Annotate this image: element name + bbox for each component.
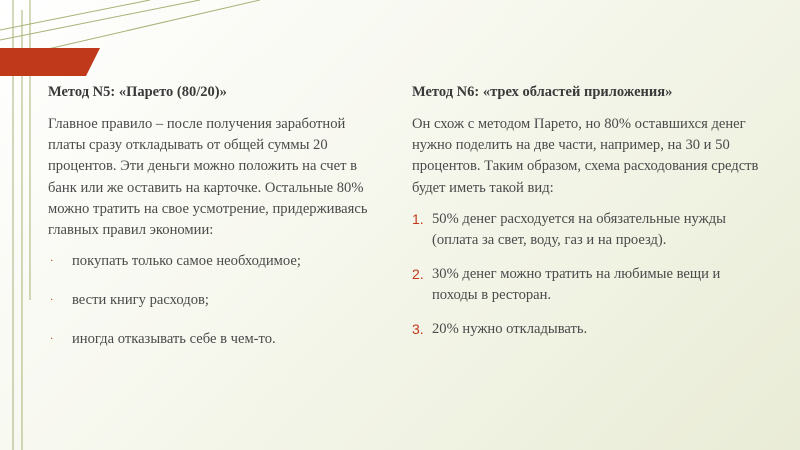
left-heading: Метод N5: «Парето (80/20)» [48, 84, 227, 100]
bullet-icon: · [50, 334, 54, 346]
list-number: 3. [412, 320, 424, 337]
list-item [48, 290, 378, 311]
list-number: 2. [412, 265, 424, 282]
bullet-text: покупать только самое необходимое; [72, 253, 301, 270]
list-item [412, 209, 762, 251]
list-item [48, 251, 378, 272]
left-bullet-list [48, 251, 378, 350]
left-paragraph: Главное правило – после получения заработной платы сразу откладывать от общей суммы 20 процентов. Эти деньги можно положить на счет в банк или же оставить на карточке. Остальные 80% можно тратить на свое усмотрение, придерживаясь главных правил экономии: [48, 116, 368, 239]
list-number: 1. [412, 210, 424, 227]
list-text: 20% нужно откладывать. [432, 320, 588, 337]
right-column [412, 84, 762, 353]
list-text: 50% денег расходуется на обязательные нужды (оплата за свет, воду, газ и на проезд). [432, 210, 726, 248]
list-text: 30% денег можно тратить на любимые вещи и походы в ресторан. [432, 265, 721, 303]
right-paragraph: Он схож с методом Парето, но 80% оставшихся денег нужно поделить на две части, например, на 30 и 50 процентов. Таким образом, схема расходования средств будет иметь такой вид: [412, 116, 759, 196]
list-item [412, 319, 762, 340]
left-column [48, 84, 378, 368]
right-heading: Метод N6: «трех областей приложения» [412, 84, 673, 100]
bullet-text: иногда отказывать себе в чем-то. [72, 331, 276, 348]
bullet-text: вести книгу расходов; [72, 292, 209, 309]
bullet-icon: · [50, 256, 54, 268]
bullet-icon: · [50, 295, 54, 307]
right-numbered-list [412, 209, 762, 340]
list-item [48, 329, 378, 350]
accent-ribbon [0, 48, 100, 76]
list-item [412, 264, 762, 306]
